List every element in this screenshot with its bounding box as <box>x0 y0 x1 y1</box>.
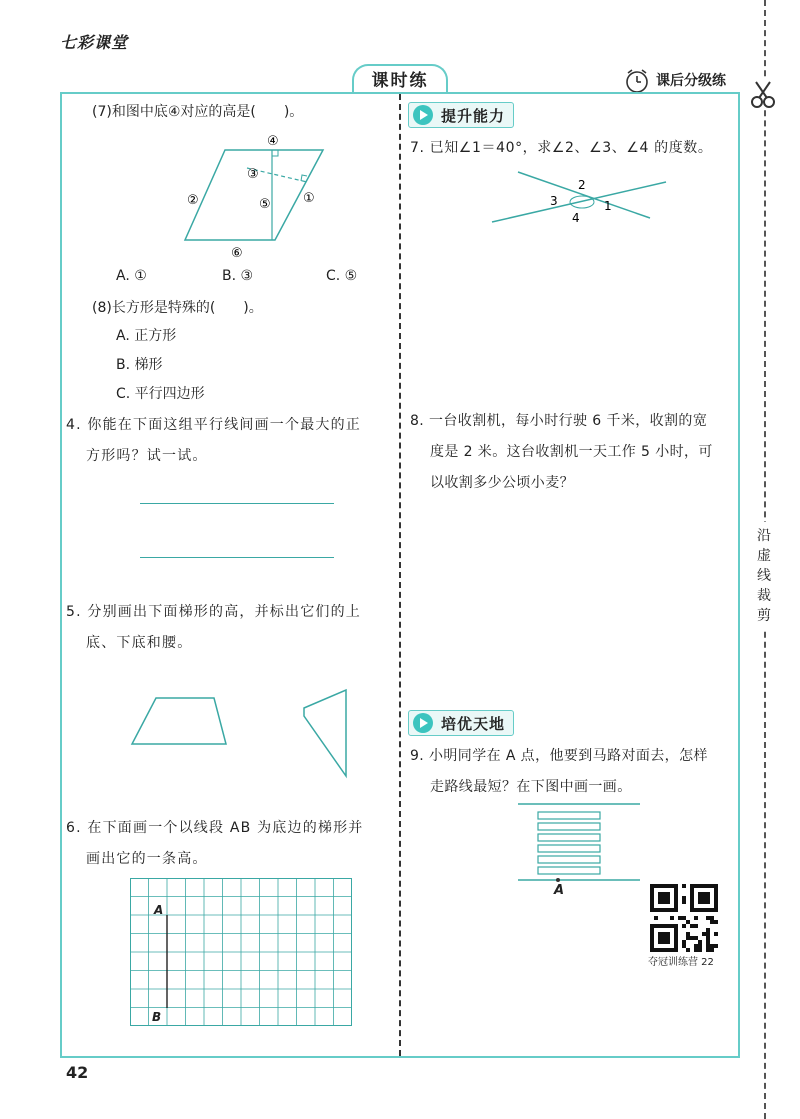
q6-line2: 画出它的一条高。 <box>86 851 208 867</box>
page-number: 42 <box>66 1063 89 1082</box>
r-q8-text <box>410 406 740 499</box>
q4-text <box>66 410 392 472</box>
cut-char: 线 <box>757 568 771 584</box>
fig-label-4: ④ <box>267 134 279 149</box>
header-right-label: 课后分级练 <box>656 73 726 89</box>
grid-point-a: A <box>154 903 164 917</box>
cut-char: 裁 <box>757 588 771 604</box>
clock-icon <box>624 68 650 94</box>
q5-text <box>66 597 392 659</box>
r-q7-stem: 7. 已知∠1＝40°，求∠2、∠3、∠4 的度数。 <box>410 140 713 156</box>
intersecting-lines-figure <box>488 168 670 228</box>
page-title: 课时练 <box>352 64 448 94</box>
cut-char: 虚 <box>757 548 771 564</box>
trapezoids-figure <box>126 686 356 780</box>
column-divider <box>399 94 401 1056</box>
q5-line1: 5. 分别画出下面梯形的高，并标出它们的上 <box>66 604 362 620</box>
section-title: 提升能力 <box>441 106 506 125</box>
parallelogram-figure <box>175 126 335 262</box>
q8-stem: (8)长方形是特殊的( )。 <box>92 300 263 316</box>
q7-option-a[interactable]: A. ① <box>116 268 147 284</box>
q5-line2: 底、下底和腰。 <box>86 635 193 651</box>
fig-label-1: ① <box>303 191 315 206</box>
cut-char: 沿 <box>757 528 771 544</box>
r-q9-text <box>410 741 740 803</box>
qr-caption: 夺冠训练营 22 <box>648 957 714 968</box>
q6-text <box>66 813 392 875</box>
r-q8-line2: 度是 2 米。这台收割机一天工作 5 小时，可 <box>430 444 713 460</box>
brand-logo: 七彩课堂 <box>60 33 129 52</box>
q8-option-a[interactable]: A. 正方形 <box>116 328 177 344</box>
section-badge-improve <box>408 102 514 128</box>
q6-line1: 6. 在下面画一个以线段 AB 为底边的梯形并 <box>66 820 364 836</box>
angle-label-2: 2 <box>578 178 586 192</box>
play-icon <box>413 713 433 733</box>
q4-line1: 4. 你能在下面这组平行线间画一个最大的正 <box>66 417 362 433</box>
q8-option-b[interactable]: B. 梯形 <box>116 357 163 373</box>
section-badge-excel <box>408 710 514 736</box>
fig-label-5: ⑤ <box>259 197 271 212</box>
fig-label-6: ⑥ <box>231 246 243 261</box>
trapezoid-2 <box>304 690 346 776</box>
play-icon <box>413 105 433 125</box>
grid-area <box>130 878 352 1026</box>
q4-line2: 方形吗？试一试。 <box>86 448 208 464</box>
fig-label-3: ③ <box>247 167 259 182</box>
parallel-line-top <box>140 503 334 504</box>
angle-label-4: 4 <box>572 211 580 225</box>
q8-option-c[interactable]: C. 平行四边形 <box>116 386 205 402</box>
angle-label-3: 3 <box>550 194 558 208</box>
angle-label-1: 1 <box>604 199 612 213</box>
cut-instruction <box>756 522 774 630</box>
r-q9-line2: 走路线最短？在下图中画一画。 <box>430 779 632 795</box>
section-title: 培优天地 <box>441 714 506 733</box>
scissors-icon <box>748 80 778 110</box>
r-q9-line1: 9. 小明同学在 A 点，他要到马路对面去，怎样 <box>410 748 708 764</box>
q7-stem: (7)和图中底④对应的高是( )。 <box>92 104 304 120</box>
parallel-line-bottom <box>140 557 334 558</box>
r-q8-line3: 以收割多少公顷小麦？ <box>430 475 574 491</box>
fig-label-2: ② <box>187 193 199 208</box>
q7-option-c[interactable]: C. ⑤ <box>326 268 358 284</box>
r-q8-line1: 8. 一台收割机，每小时行驶 6 千米，收割的宽 <box>410 413 708 429</box>
cut-char: 剪 <box>757 608 771 624</box>
q7-option-b[interactable]: B. ③ <box>222 268 254 284</box>
road-point-a: A <box>554 883 565 898</box>
trapezoid-1 <box>132 698 226 744</box>
road-crosswalk-figure <box>518 800 642 890</box>
grid-point-b: B <box>152 1010 162 1024</box>
qr-code-icon[interactable] <box>650 884 718 952</box>
